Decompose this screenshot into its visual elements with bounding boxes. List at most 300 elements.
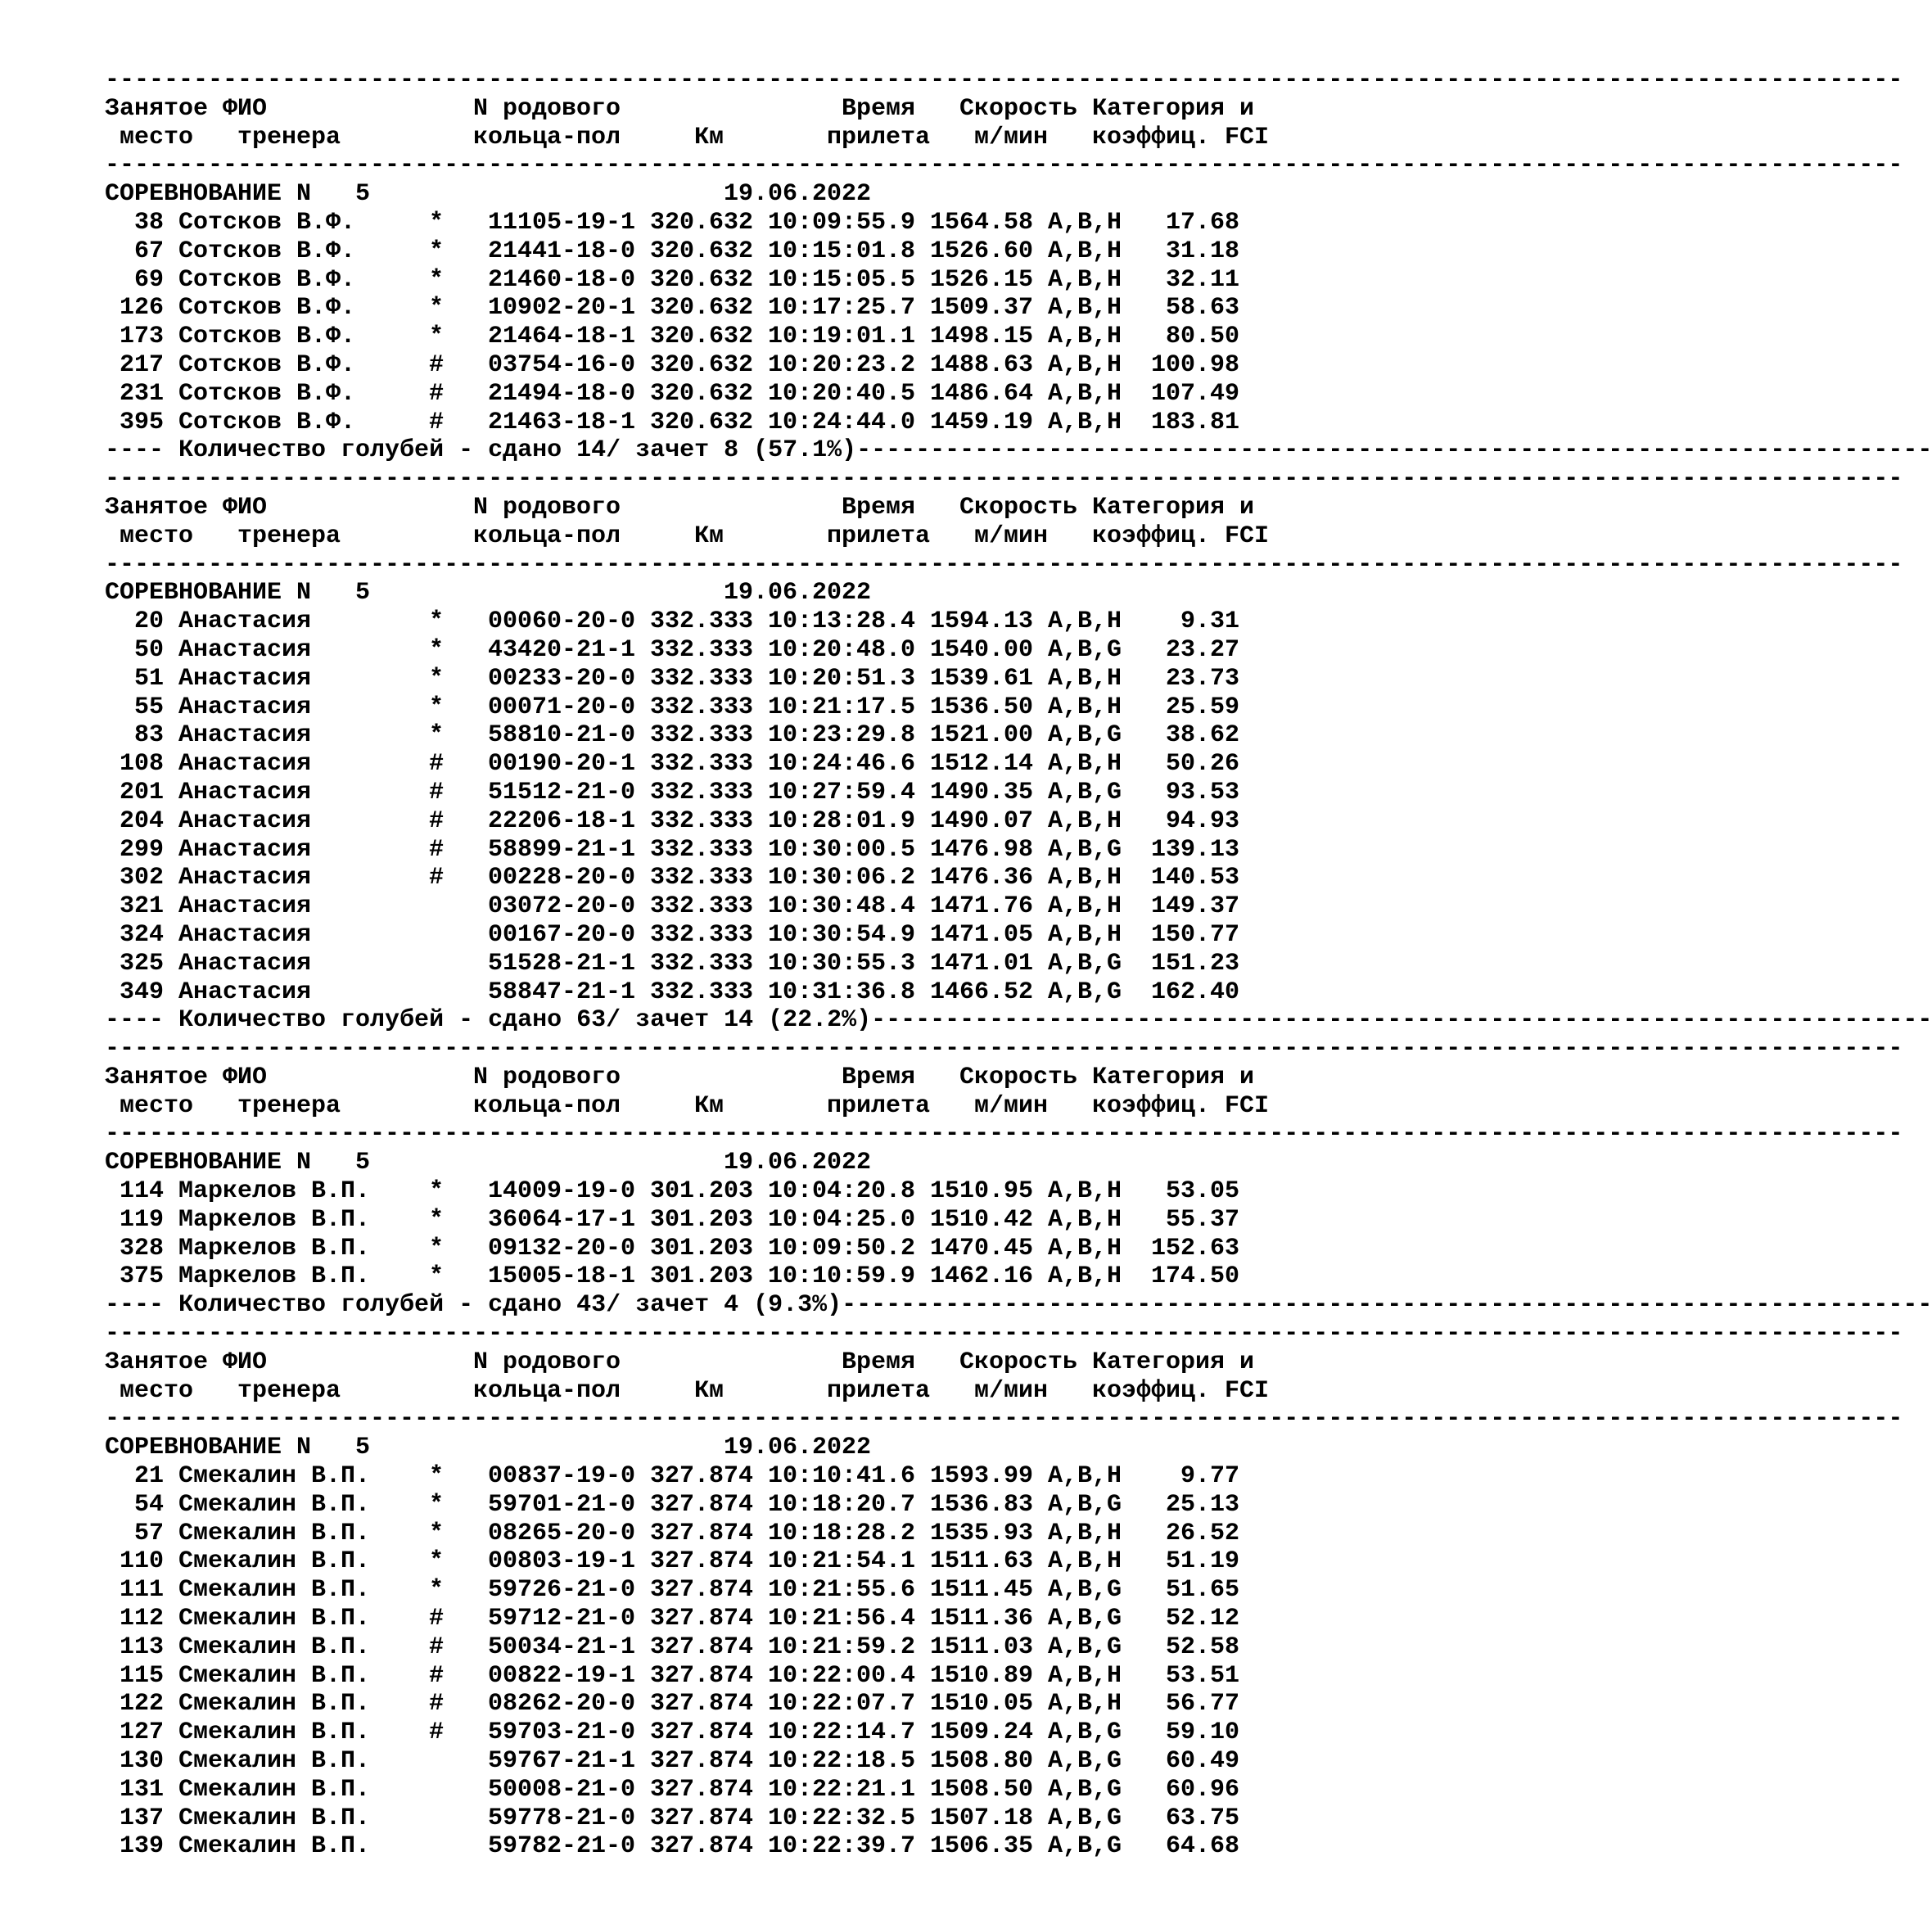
row-mark: * xyxy=(429,607,445,636)
separator-dashes: -------------------------------------------------------------------------------------------------------------------------- xyxy=(105,1320,1903,1348)
header-speed-2: м/мин xyxy=(974,123,1049,151)
row-km: 320.632 xyxy=(650,350,754,379)
row-name: Смекалин В.П. xyxy=(178,1832,371,1861)
row-mark: # xyxy=(429,864,445,892)
summary-line xyxy=(105,1291,1932,1320)
row-speed: 1536.83 xyxy=(930,1490,1034,1519)
row-speed: 1510.42 xyxy=(930,1205,1034,1234)
row-cat: A,B,G xyxy=(1048,635,1122,664)
row-cat: A,B,H xyxy=(1048,208,1122,237)
header-ring: N родового xyxy=(473,1063,621,1091)
row-name: Маркелов В.П. xyxy=(178,1177,371,1206)
header-coef-b: иц. FCI xyxy=(1166,522,1270,550)
row-mark: * xyxy=(429,294,445,323)
row-place: 114 xyxy=(119,1177,164,1206)
row-cat: A,B,G xyxy=(1048,778,1122,806)
header-speed: Скорость xyxy=(959,1348,1078,1376)
row-coef: 59.10 xyxy=(1165,1719,1239,1747)
row-coef: 162.40 xyxy=(1151,978,1240,1006)
row-cat: A,B,H xyxy=(1048,1462,1122,1491)
row-time: 10:18:20.7 xyxy=(768,1490,916,1519)
row-speed: 1498.15 xyxy=(930,323,1034,351)
row-km: 301.203 xyxy=(650,1234,754,1262)
header-place: Занятое xyxy=(105,94,209,123)
header-ring-2: кольца-пол xyxy=(473,1091,621,1120)
table-row xyxy=(105,1662,1333,1691)
row-place: 395 xyxy=(119,408,164,436)
row-name: Анастасия xyxy=(178,949,312,978)
row-coef: 53.51 xyxy=(1165,1661,1239,1690)
row-coef: 149.37 xyxy=(1151,892,1240,921)
row-coef: 32.11 xyxy=(1165,265,1239,294)
row-cat: A,B,H xyxy=(1048,1661,1122,1690)
row-coef: 174.50 xyxy=(1151,1262,1240,1291)
row-place: 204 xyxy=(119,806,164,835)
row-km: 327.874 xyxy=(650,1605,754,1633)
competition-number: 5 xyxy=(355,1434,371,1462)
row-coef: 51.65 xyxy=(1165,1576,1239,1605)
table-row xyxy=(105,721,1333,750)
row-name: Анастасия xyxy=(178,664,312,693)
table-row xyxy=(105,864,1333,892)
table-row xyxy=(105,1262,1333,1291)
row-speed: 1510.89 xyxy=(930,1661,1034,1690)
header-coef-a: коэфф xyxy=(1092,522,1167,550)
table-row xyxy=(105,1206,1333,1235)
header-coef-b: иц. FCI xyxy=(1166,1376,1270,1405)
row-time: 10:13:28.4 xyxy=(768,607,916,636)
row-cat: A,B,G xyxy=(1048,1576,1122,1605)
row-coef: 80.50 xyxy=(1165,323,1239,351)
table-row xyxy=(105,1491,1333,1520)
row-cat: A,B,G xyxy=(1048,1605,1122,1633)
row-mark: # xyxy=(429,408,445,436)
row-km: 301.203 xyxy=(650,1262,754,1291)
column-header-line-1 xyxy=(105,95,1333,124)
row-coef: 9.77 xyxy=(1180,1462,1239,1491)
row-km: 327.874 xyxy=(650,1576,754,1605)
header-name: ФИО xyxy=(223,493,268,522)
competition-label: СОРЕВНОВАНИЕ N xyxy=(105,1434,312,1462)
row-mark: * xyxy=(429,1462,445,1491)
row-time: 10:30:54.9 xyxy=(768,920,916,949)
header-ring-2: кольца-пол xyxy=(473,123,621,151)
row-coef: 60.96 xyxy=(1165,1775,1239,1804)
row-place: 111 xyxy=(119,1576,164,1605)
row-speed: 1594.13 xyxy=(930,607,1034,636)
header-name: ФИО xyxy=(223,94,268,123)
table-row xyxy=(105,693,1333,722)
row-speed: 1512.14 xyxy=(930,750,1034,779)
header-coef-b: иц. FCI xyxy=(1166,123,1270,151)
row-time: 10:19:01.1 xyxy=(768,323,916,351)
row-speed: 1466.52 xyxy=(930,978,1034,1006)
row-name: Смекалин В.П. xyxy=(178,1633,371,1661)
column-header-line-2 xyxy=(105,522,1333,551)
row-km: 332.333 xyxy=(650,750,754,779)
row-speed: 1471.05 xyxy=(930,920,1034,949)
row-time: 10:18:28.2 xyxy=(768,1519,916,1547)
competition-line xyxy=(105,180,1333,209)
header-name-2: тренера xyxy=(237,1091,341,1120)
row-ring: 00228-20-0 xyxy=(488,864,636,892)
row-speed: 1476.98 xyxy=(930,835,1034,864)
row-time: 10:15:01.8 xyxy=(768,237,916,265)
row-name: Анастасия xyxy=(178,835,312,864)
header-speed-2: м/мин xyxy=(974,522,1049,550)
row-cat: A,B,H xyxy=(1048,1234,1122,1262)
row-cat: A,B,G xyxy=(1048,721,1122,750)
row-name: Смекалин В.П. xyxy=(178,1719,371,1747)
row-place: 321 xyxy=(119,892,164,921)
table-row xyxy=(105,1235,1333,1263)
header-time: Время xyxy=(842,493,916,522)
row-cat: A,B,H xyxy=(1048,408,1122,436)
row-km: 327.874 xyxy=(650,1633,754,1661)
row-coef: 55.37 xyxy=(1165,1205,1239,1234)
row-time: 10:22:39.7 xyxy=(768,1832,916,1861)
row-name: Маркелов В.П. xyxy=(178,1262,371,1291)
row-ring: 00060-20-0 xyxy=(488,607,636,636)
row-time: 10:21:54.1 xyxy=(768,1547,916,1576)
row-ring: 21464-18-1 xyxy=(488,323,636,351)
row-mark: # xyxy=(429,806,445,835)
row-ring: 36064-17-1 xyxy=(488,1205,636,1234)
column-header-line-1 xyxy=(105,494,1333,522)
header-km: Км xyxy=(694,1091,724,1120)
row-mark: # xyxy=(429,1633,445,1661)
row-time: 10:24:44.0 xyxy=(768,408,916,436)
separator-line xyxy=(105,1405,1903,1434)
header-place-2: место xyxy=(120,123,194,151)
row-mark: # xyxy=(429,1690,445,1719)
table-row xyxy=(105,380,1333,409)
separator-line xyxy=(105,1320,1903,1348)
row-place: 50 xyxy=(133,635,164,664)
row-coef: 53.05 xyxy=(1165,1177,1239,1206)
row-mark: * xyxy=(429,1547,445,1576)
header-coef-b: иц. FCI xyxy=(1166,1091,1270,1120)
row-cat: A,B,H xyxy=(1048,379,1122,408)
row-cat: A,B,G xyxy=(1048,1747,1122,1776)
header-place-2: место xyxy=(120,522,194,550)
row-speed: 1490.07 xyxy=(930,806,1034,835)
row-cat: A,B,G xyxy=(1048,1633,1122,1661)
row-mark: # xyxy=(429,778,445,806)
table-row xyxy=(105,1633,1333,1662)
row-name: Смекалин В.П. xyxy=(178,1804,371,1832)
row-ring: 00822-19-1 xyxy=(488,1661,636,1690)
row-ring: 03754-16-0 xyxy=(488,350,636,379)
row-name: Смекалин В.П. xyxy=(178,1605,371,1633)
row-time: 10:22:32.5 xyxy=(768,1804,916,1832)
row-km: 320.632 xyxy=(650,208,754,237)
row-km: 327.874 xyxy=(650,1490,754,1519)
row-ring: 00167-20-0 xyxy=(488,920,636,949)
table-row xyxy=(105,294,1333,323)
row-time: 10:28:01.9 xyxy=(768,806,916,835)
table-row xyxy=(105,237,1333,266)
row-km: 332.333 xyxy=(650,693,754,721)
row-name: Смекалин В.П. xyxy=(178,1547,371,1576)
row-name: Сотсков В.Ф. xyxy=(178,379,356,408)
row-cat: A,B,H xyxy=(1048,1177,1122,1206)
row-ring: 50008-21-0 xyxy=(488,1775,636,1804)
row-place: 51 xyxy=(133,664,164,693)
header-speed: Скорость xyxy=(959,94,1078,123)
row-speed: 1471.76 xyxy=(930,892,1034,921)
row-ring: 58810-21-0 xyxy=(488,721,636,750)
row-speed: 1564.58 xyxy=(930,208,1034,237)
row-speed: 1486.64 xyxy=(930,379,1034,408)
header-time: Время xyxy=(842,1348,916,1376)
row-name: Анастасия xyxy=(178,864,312,892)
row-name: Анастасия xyxy=(178,978,312,1006)
row-km: 320.632 xyxy=(650,408,754,436)
row-km: 327.874 xyxy=(650,1547,754,1576)
row-ring: 15005-18-1 xyxy=(488,1262,636,1291)
row-name: Смекалин В.П. xyxy=(178,1490,371,1519)
table-row xyxy=(105,409,1333,437)
row-speed: 1488.63 xyxy=(930,350,1034,379)
row-place: 20 xyxy=(133,607,164,636)
row-mark: * xyxy=(429,693,445,721)
row-name: Маркелов В.П. xyxy=(178,1205,371,1234)
row-coef: 152.63 xyxy=(1151,1234,1240,1262)
row-mark: * xyxy=(429,1576,445,1605)
header-time-2: прилета xyxy=(827,123,931,151)
row-coef: 58.63 xyxy=(1165,294,1239,323)
row-place: 38 xyxy=(133,208,164,237)
row-coef: 139.13 xyxy=(1151,835,1240,864)
summary-line xyxy=(105,436,1932,465)
row-coef: 183.81 xyxy=(1151,408,1240,436)
row-coef: 100.98 xyxy=(1151,350,1240,379)
row-mark: * xyxy=(429,1177,445,1206)
row-ring: 08265-20-0 xyxy=(488,1519,636,1547)
table-row xyxy=(105,1547,1333,1576)
header-km: Км xyxy=(694,1376,724,1405)
row-name: Сотсков В.Ф. xyxy=(178,408,356,436)
row-km: 332.333 xyxy=(650,778,754,806)
separator-dashes: -------------------------------------------------------------------------------------------------------------------------- xyxy=(105,1035,1903,1064)
header-coef-a: коэфф xyxy=(1092,123,1167,151)
row-name: Сотсков В.Ф. xyxy=(178,350,356,379)
row-name: Анастасия xyxy=(178,750,312,779)
row-cat: A,B,G xyxy=(1048,1804,1122,1832)
row-place: 137 xyxy=(119,1804,164,1832)
row-cat: A,B,H xyxy=(1048,1547,1122,1576)
row-mark: * xyxy=(429,208,445,237)
summary-text: ---- Количество голубей - сдано 63/ зачет 14 (22.2%)------------------------------------------------------------------------ xyxy=(105,1006,1932,1035)
row-km: 327.874 xyxy=(650,1747,754,1776)
table-row xyxy=(105,892,1333,921)
row-coef: 140.53 xyxy=(1151,864,1240,892)
row-place: 113 xyxy=(119,1633,164,1661)
row-speed: 1470.45 xyxy=(930,1234,1034,1262)
competition-line xyxy=(105,579,1333,607)
row-speed: 1593.99 xyxy=(930,1462,1034,1491)
table-row xyxy=(105,351,1333,380)
row-cat: A,B,H xyxy=(1048,1690,1122,1719)
row-mark: * xyxy=(429,635,445,664)
row-speed: 1508.50 xyxy=(930,1775,1034,1804)
separator-dashes: -------------------------------------------------------------------------------------------------------------------------- xyxy=(105,66,1903,94)
row-ring: 21460-18-0 xyxy=(488,265,636,294)
header-ring: N родового xyxy=(473,493,621,522)
separator-dashes: -------------------------------------------------------------------------------------------------------------------------- xyxy=(105,550,1903,579)
row-ring: 51512-21-0 xyxy=(488,778,636,806)
table-row xyxy=(105,1719,1333,1747)
table-row xyxy=(105,836,1333,865)
row-name: Анастасия xyxy=(178,892,312,921)
row-km: 332.333 xyxy=(650,892,754,921)
table-row xyxy=(105,1576,1333,1605)
row-place: 55 xyxy=(133,693,164,721)
row-km: 320.632 xyxy=(650,294,754,323)
row-coef: 93.53 xyxy=(1165,778,1239,806)
row-mark: * xyxy=(429,664,445,693)
row-cat: A,B,H xyxy=(1048,294,1122,323)
row-time: 10:09:55.9 xyxy=(768,208,916,237)
row-km: 332.333 xyxy=(650,835,754,864)
row-place: 325 xyxy=(119,949,164,978)
row-place: 110 xyxy=(119,1547,164,1576)
separator-line xyxy=(105,1035,1903,1064)
row-km: 327.874 xyxy=(650,1775,754,1804)
row-km: 327.874 xyxy=(650,1661,754,1690)
row-speed: 1511.03 xyxy=(930,1633,1034,1661)
row-mark: # xyxy=(429,750,445,779)
table-row xyxy=(105,266,1333,295)
row-cat: A,B,G xyxy=(1048,978,1122,1006)
header-category: Категория и xyxy=(1092,1063,1255,1091)
row-place: 139 xyxy=(119,1832,164,1861)
row-place: 108 xyxy=(119,750,164,779)
row-ring: 59782-21-0 xyxy=(488,1832,636,1861)
row-place: 131 xyxy=(119,1775,164,1804)
row-place: 130 xyxy=(119,1747,164,1776)
row-place: 126 xyxy=(119,294,164,323)
row-coef: 50.26 xyxy=(1165,750,1239,779)
row-ring: 09132-20-0 xyxy=(488,1234,636,1262)
row-mark: * xyxy=(429,721,445,750)
row-coef: 94.93 xyxy=(1165,806,1239,835)
row-km: 332.333 xyxy=(650,607,754,636)
row-ring: 59701-21-0 xyxy=(488,1490,636,1519)
row-mark: * xyxy=(429,1519,445,1547)
row-place: 201 xyxy=(119,778,164,806)
header-time: Время xyxy=(842,1063,916,1091)
row-speed: 1509.37 xyxy=(930,294,1034,323)
table-row xyxy=(105,1832,1333,1861)
row-coef: 107.49 xyxy=(1151,379,1240,408)
row-place: 328 xyxy=(119,1234,164,1262)
row-km: 332.333 xyxy=(650,635,754,664)
row-mark: # xyxy=(429,350,445,379)
competition-label: СОРЕВНОВАНИЕ N xyxy=(105,579,312,607)
row-km: 332.333 xyxy=(650,806,754,835)
row-cat: A,B,H xyxy=(1048,864,1122,892)
row-ring: 00233-20-0 xyxy=(488,664,636,693)
header-ring-2: кольца-пол xyxy=(473,1376,621,1405)
row-speed: 1535.93 xyxy=(930,1519,1034,1547)
row-km: 332.333 xyxy=(650,864,754,892)
row-speed: 1526.15 xyxy=(930,265,1034,294)
row-time: 10:15:05.5 xyxy=(768,265,916,294)
separator-line xyxy=(105,66,1903,95)
header-time-2: прилета xyxy=(827,522,931,550)
row-place: 302 xyxy=(119,864,164,892)
separator-line xyxy=(105,550,1903,580)
row-ring: 58899-21-1 xyxy=(488,835,636,864)
row-coef: 9.31 xyxy=(1180,607,1239,636)
header-speed: Скорость xyxy=(959,493,1078,522)
row-km: 332.333 xyxy=(650,721,754,750)
table-row xyxy=(105,950,1333,978)
header-speed-2: м/мин xyxy=(974,1091,1049,1120)
row-name: Смекалин В.П. xyxy=(178,1519,371,1547)
row-coef: 25.59 xyxy=(1165,693,1239,721)
row-mark: * xyxy=(429,323,445,351)
row-mark: * xyxy=(429,1205,445,1234)
row-cat: A,B,H xyxy=(1048,1519,1122,1547)
row-ring: 08262-20-0 xyxy=(488,1690,636,1719)
separator-dashes: -------------------------------------------------------------------------------------------------------------------------- xyxy=(105,465,1903,494)
row-ring: 59767-21-1 xyxy=(488,1747,636,1776)
row-time: 10:24:46.6 xyxy=(768,750,916,779)
table-row xyxy=(105,607,1333,636)
row-coef: 52.12 xyxy=(1165,1605,1239,1633)
row-coef: 56.77 xyxy=(1165,1690,1239,1719)
separator-line xyxy=(105,465,1903,494)
header-time: Время xyxy=(842,94,916,123)
row-time: 10:30:48.4 xyxy=(768,892,916,921)
separator-dashes: -------------------------------------------------------------------------------------------------------------------------- xyxy=(105,1120,1903,1149)
row-coef: 52.58 xyxy=(1165,1633,1239,1661)
header-time-2: прилета xyxy=(827,1376,931,1405)
row-time: 10:27:59.4 xyxy=(768,778,916,806)
row-time: 10:04:20.8 xyxy=(768,1177,916,1206)
row-ring: 59778-21-0 xyxy=(488,1804,636,1832)
row-place: 83 xyxy=(133,721,164,750)
table-row xyxy=(105,323,1333,351)
summary-text: ---- Количество голубей - сдано 43/ зачет 4 (9.3%)-------------------------------------------------------------------------- xyxy=(105,1291,1932,1320)
header-name: ФИО xyxy=(223,1348,268,1376)
row-place: 375 xyxy=(119,1262,164,1291)
table-row xyxy=(105,779,1333,807)
column-header-line-2 xyxy=(105,124,1333,152)
row-km: 327.874 xyxy=(650,1519,754,1547)
separator-dashes: -------------------------------------------------------------------------------------------------------------------------- xyxy=(105,151,1903,180)
row-name: Сотсков В.Ф. xyxy=(178,323,356,351)
row-time: 10:30:55.3 xyxy=(768,949,916,978)
row-mark: # xyxy=(429,1605,445,1633)
row-km: 332.333 xyxy=(650,920,754,949)
row-name: Смекалин В.П. xyxy=(178,1747,371,1776)
row-cat: A,B,H xyxy=(1048,265,1122,294)
table-row xyxy=(105,1605,1333,1633)
row-name: Анастасия xyxy=(178,806,312,835)
row-name: Смекалин В.П. xyxy=(178,1690,371,1719)
row-name: Сотсков В.Ф. xyxy=(178,265,356,294)
row-ring: 00837-19-0 xyxy=(488,1462,636,1491)
row-speed: 1476.36 xyxy=(930,864,1034,892)
row-ring: 10902-20-1 xyxy=(488,294,636,323)
row-cat: A,B,H xyxy=(1048,1262,1122,1291)
competition-number: 5 xyxy=(355,579,371,607)
row-ring: 58847-21-1 xyxy=(488,978,636,1006)
